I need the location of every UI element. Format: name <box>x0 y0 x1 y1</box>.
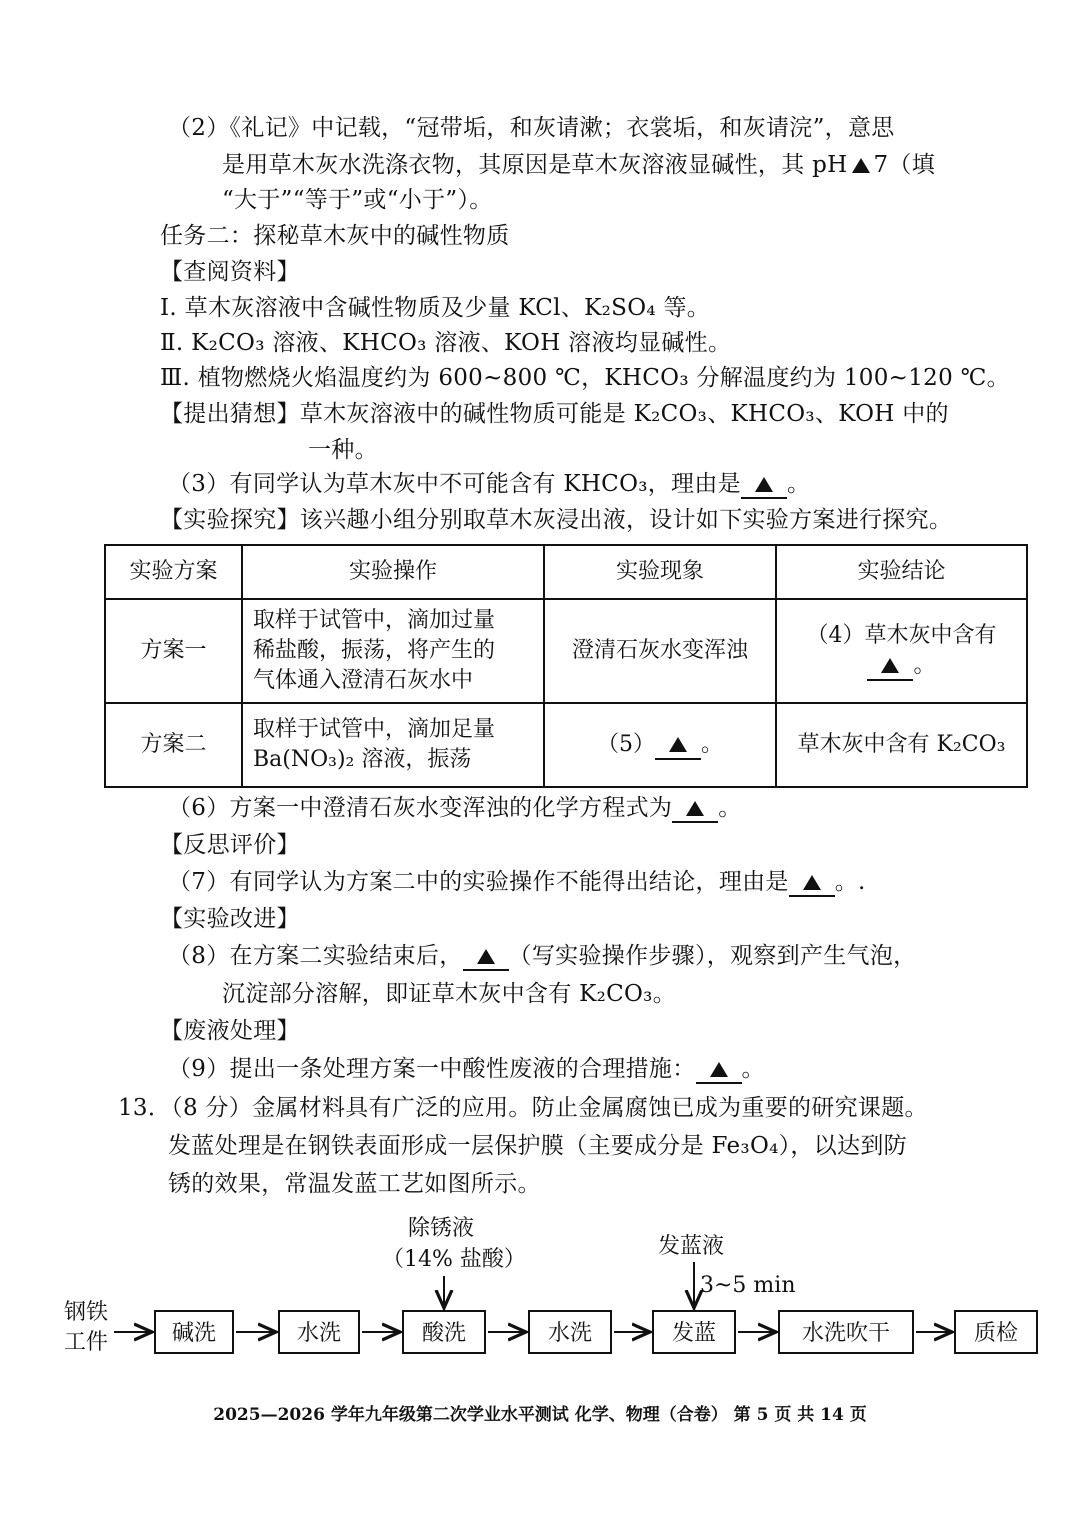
row2-op-line: 取样于试管中，滴加足量 <box>253 717 496 742</box>
bluing-liquid-label: 发蓝液 <box>658 1234 725 1259</box>
row1-phenomenon: 澄清石灰水变浑浊 <box>544 599 776 703</box>
q5-end: 。 <box>700 732 723 757</box>
q2-line2-end: 7（填 <box>873 152 936 178</box>
step-rinse-dry: 水洗吹干 <box>778 1310 914 1354</box>
q13-line2: 发蓝处理是在钢铁表面形成一层保护膜（主要成分是 Fe₃O₄），以达到防 <box>168 1133 907 1159</box>
rust-remover-note: （14% 盐酸） <box>382 1247 526 1272</box>
row1-op-line: 取样于试管中，滴加过量 <box>253 608 496 633</box>
q13-line3: 锈的效果，常温发蓝工艺如图所示。 <box>168 1171 541 1197</box>
step-acid-wash: 酸洗 <box>402 1310 486 1354</box>
explore-heading: 【实验探究】该兴趣小组分别取草木灰浸出液，设计如下实验方案进行探究。 <box>160 507 953 533</box>
row1-plan: 方案一 <box>105 599 242 703</box>
input-label-line1: 钢铁 <box>64 1300 109 1325</box>
header-phenomenon: 实验现象 <box>544 545 776 599</box>
reference-item-1: Ⅰ. 草木灰溶液中含碱性物质及少量 KCl、K₂SO₄ 等。 <box>160 295 711 321</box>
time-label: 3~5 min <box>700 1273 796 1298</box>
rust-remover-label: 除锈液 <box>408 1216 475 1241</box>
q6-text: （6）方案一中澄清石灰水变浑浊的化学方程式为 <box>168 795 673 821</box>
header-conclusion: 实验结论 <box>776 545 1027 599</box>
input-label-line2: 工件 <box>64 1330 109 1355</box>
step-bluing: 发蓝 <box>652 1310 736 1354</box>
hypothesis-line1: 【提出猜想】草木灰溶液中的碱性物质可能是 K₂CO₃、KHCO₃、KOH 中的 <box>160 401 949 427</box>
q3-end: 。 <box>786 471 811 497</box>
hypothesis-line2: 一种。 <box>308 437 378 463</box>
q9-text: （9）提出一条处理方案一中酸性废液的合理措施： <box>168 1056 696 1082</box>
header-operation: 实验操作 <box>242 545 544 599</box>
step-alkaline-wash: 碱洗 <box>154 1310 234 1354</box>
q2-line1: （2）《礼记》中记载，“冠带垢，和灰请漱；衣裳垢，和灰请浣”，意思 <box>168 115 895 141</box>
q6-end: 。 <box>718 795 742 821</box>
row1-concl-end: 。 <box>913 653 936 678</box>
q5-label: （5） <box>596 732 655 757</box>
q3-text: （3）有同学认为草木灰中不可能含有 KHCO₃，理由是 <box>168 471 741 497</box>
q9-end: 。 <box>741 1056 765 1082</box>
row2-conclusion: 草木灰中含有 K₂CO₃ <box>776 703 1027 787</box>
q2-line3: “大于”“等于”或“小于”）。 <box>222 187 493 213</box>
page-footer: 2025—2026 学年九年级第二次学业水平测试 化学、物理（合卷） 第 5 页 共 14 页 <box>213 1405 867 1425</box>
row1-op-line: 稀盐酸，振荡，将产生的 <box>253 638 496 663</box>
q8-line2: 沉淀部分溶解，即证草木灰中含有 K₂CO₃。 <box>222 981 676 1007</box>
q8-mid: （写实验操作步骤），观察到产生气泡， <box>508 943 917 969</box>
reference-item-3: Ⅲ. 植物燃烧火焰温度约为 600~800 ℃，KHCO₃ 分解温度约为 100~120 ℃。 <box>160 365 1010 391</box>
step-quality-check: 质检 <box>954 1310 1038 1354</box>
step-water-wash-2: 水洗 <box>528 1310 612 1354</box>
waste-heading: 【废液处理】 <box>160 1018 300 1044</box>
q7-end: 。. <box>834 869 866 895</box>
row2-plan: 方案二 <box>105 703 242 787</box>
reflect-heading: 【反思评价】 <box>160 832 300 858</box>
header-plan: 实验方案 <box>105 545 242 599</box>
q13-line1: 13．（8 分）金属材料具有广泛的应用。防止金属腐蚀已成为重要的研究课题。 <box>118 1095 928 1121</box>
task2-heading: 任务二：探秘草木灰中的碱性物质 <box>160 223 510 249</box>
improve-heading: 【实验改进】 <box>160 906 300 932</box>
q2-line2-text: 是用草木灰水洗涤衣物，其原因是草木灰溶液显碱性，其 pH <box>222 152 848 178</box>
reference-item-2: Ⅱ. K₂CO₃ 溶液、KHCO₃ 溶液、KOH 溶液均显碱性。 <box>160 330 732 356</box>
row2-op-line: Ba(NO₃)₂ 溶液，振荡 <box>253 747 472 772</box>
step-water-wash: 水洗 <box>278 1310 360 1354</box>
q8-text: （8）在方案二实验结束后， <box>168 943 463 969</box>
q7-text: （7）有同学认为方案二中的实验操作不能得出结论，理由是 <box>168 869 789 895</box>
reference-heading: 【查阅资料】 <box>160 259 300 285</box>
row1-concl-text: （4）草木灰中含有 <box>806 623 997 648</box>
row1-op-line: 气体通入澄清石灰水中 <box>253 668 474 693</box>
